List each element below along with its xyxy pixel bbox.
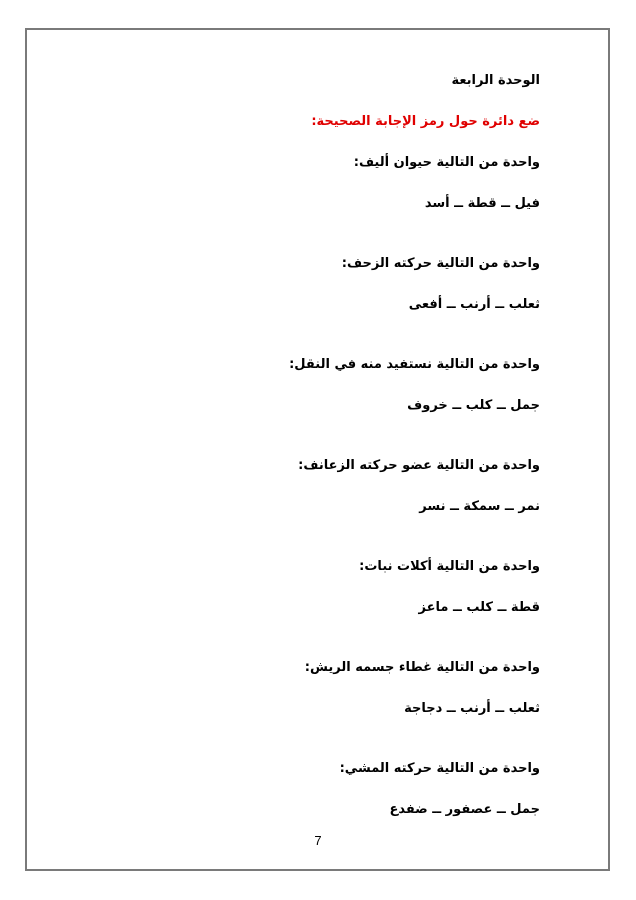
question-4 — [60, 455, 540, 518]
question-options: جمل ــ كلب ــ خروف — [407, 398, 540, 413]
question-options: جمل ــ عصفور ــ ضفدع — [389, 802, 540, 817]
question-stem: واحدة من التالية حركته الزحف: — [341, 256, 540, 271]
question-options: فيل ــ قطة ــ أسد — [424, 196, 540, 211]
question-1 — [60, 152, 540, 215]
question-options: قطة ــ كلب ــ ماعز — [418, 600, 540, 615]
question-3 — [60, 354, 540, 417]
page-number: 7 — [314, 833, 322, 848]
worksheet-content — [60, 70, 540, 821]
unit-title: الوحدة الرابعة — [451, 73, 540, 88]
question-stem: واحدة من التالية أكلات نبات: — [359, 559, 540, 574]
question-options: ثعلب ــ أرنب ــ أفعى — [408, 297, 540, 312]
question-options: ثعلب ــ أرنب ــ دجاجة — [404, 701, 540, 716]
instruction-text: ضع دائرة حول رمز الإجابة الصحيحة: — [311, 114, 540, 129]
question-2 — [60, 253, 540, 316]
question-stem: واحدة من التالية حيوان أليف: — [353, 155, 540, 170]
question-7 — [60, 758, 540, 821]
question-5 — [60, 556, 540, 619]
question-stem: واحدة من التالية غطاء جسمه الريش: — [304, 660, 540, 675]
question-stem: واحدة من التالية حركته المشي: — [339, 761, 540, 776]
question-stem: واحدة من التالية نستفيد منه في النقل: — [289, 357, 540, 372]
question-6 — [60, 657, 540, 720]
question-options: نمر ــ سمكة ــ نسر — [419, 499, 540, 514]
question-stem: واحدة من التالية عضو حركته الزعانف: — [298, 458, 540, 473]
